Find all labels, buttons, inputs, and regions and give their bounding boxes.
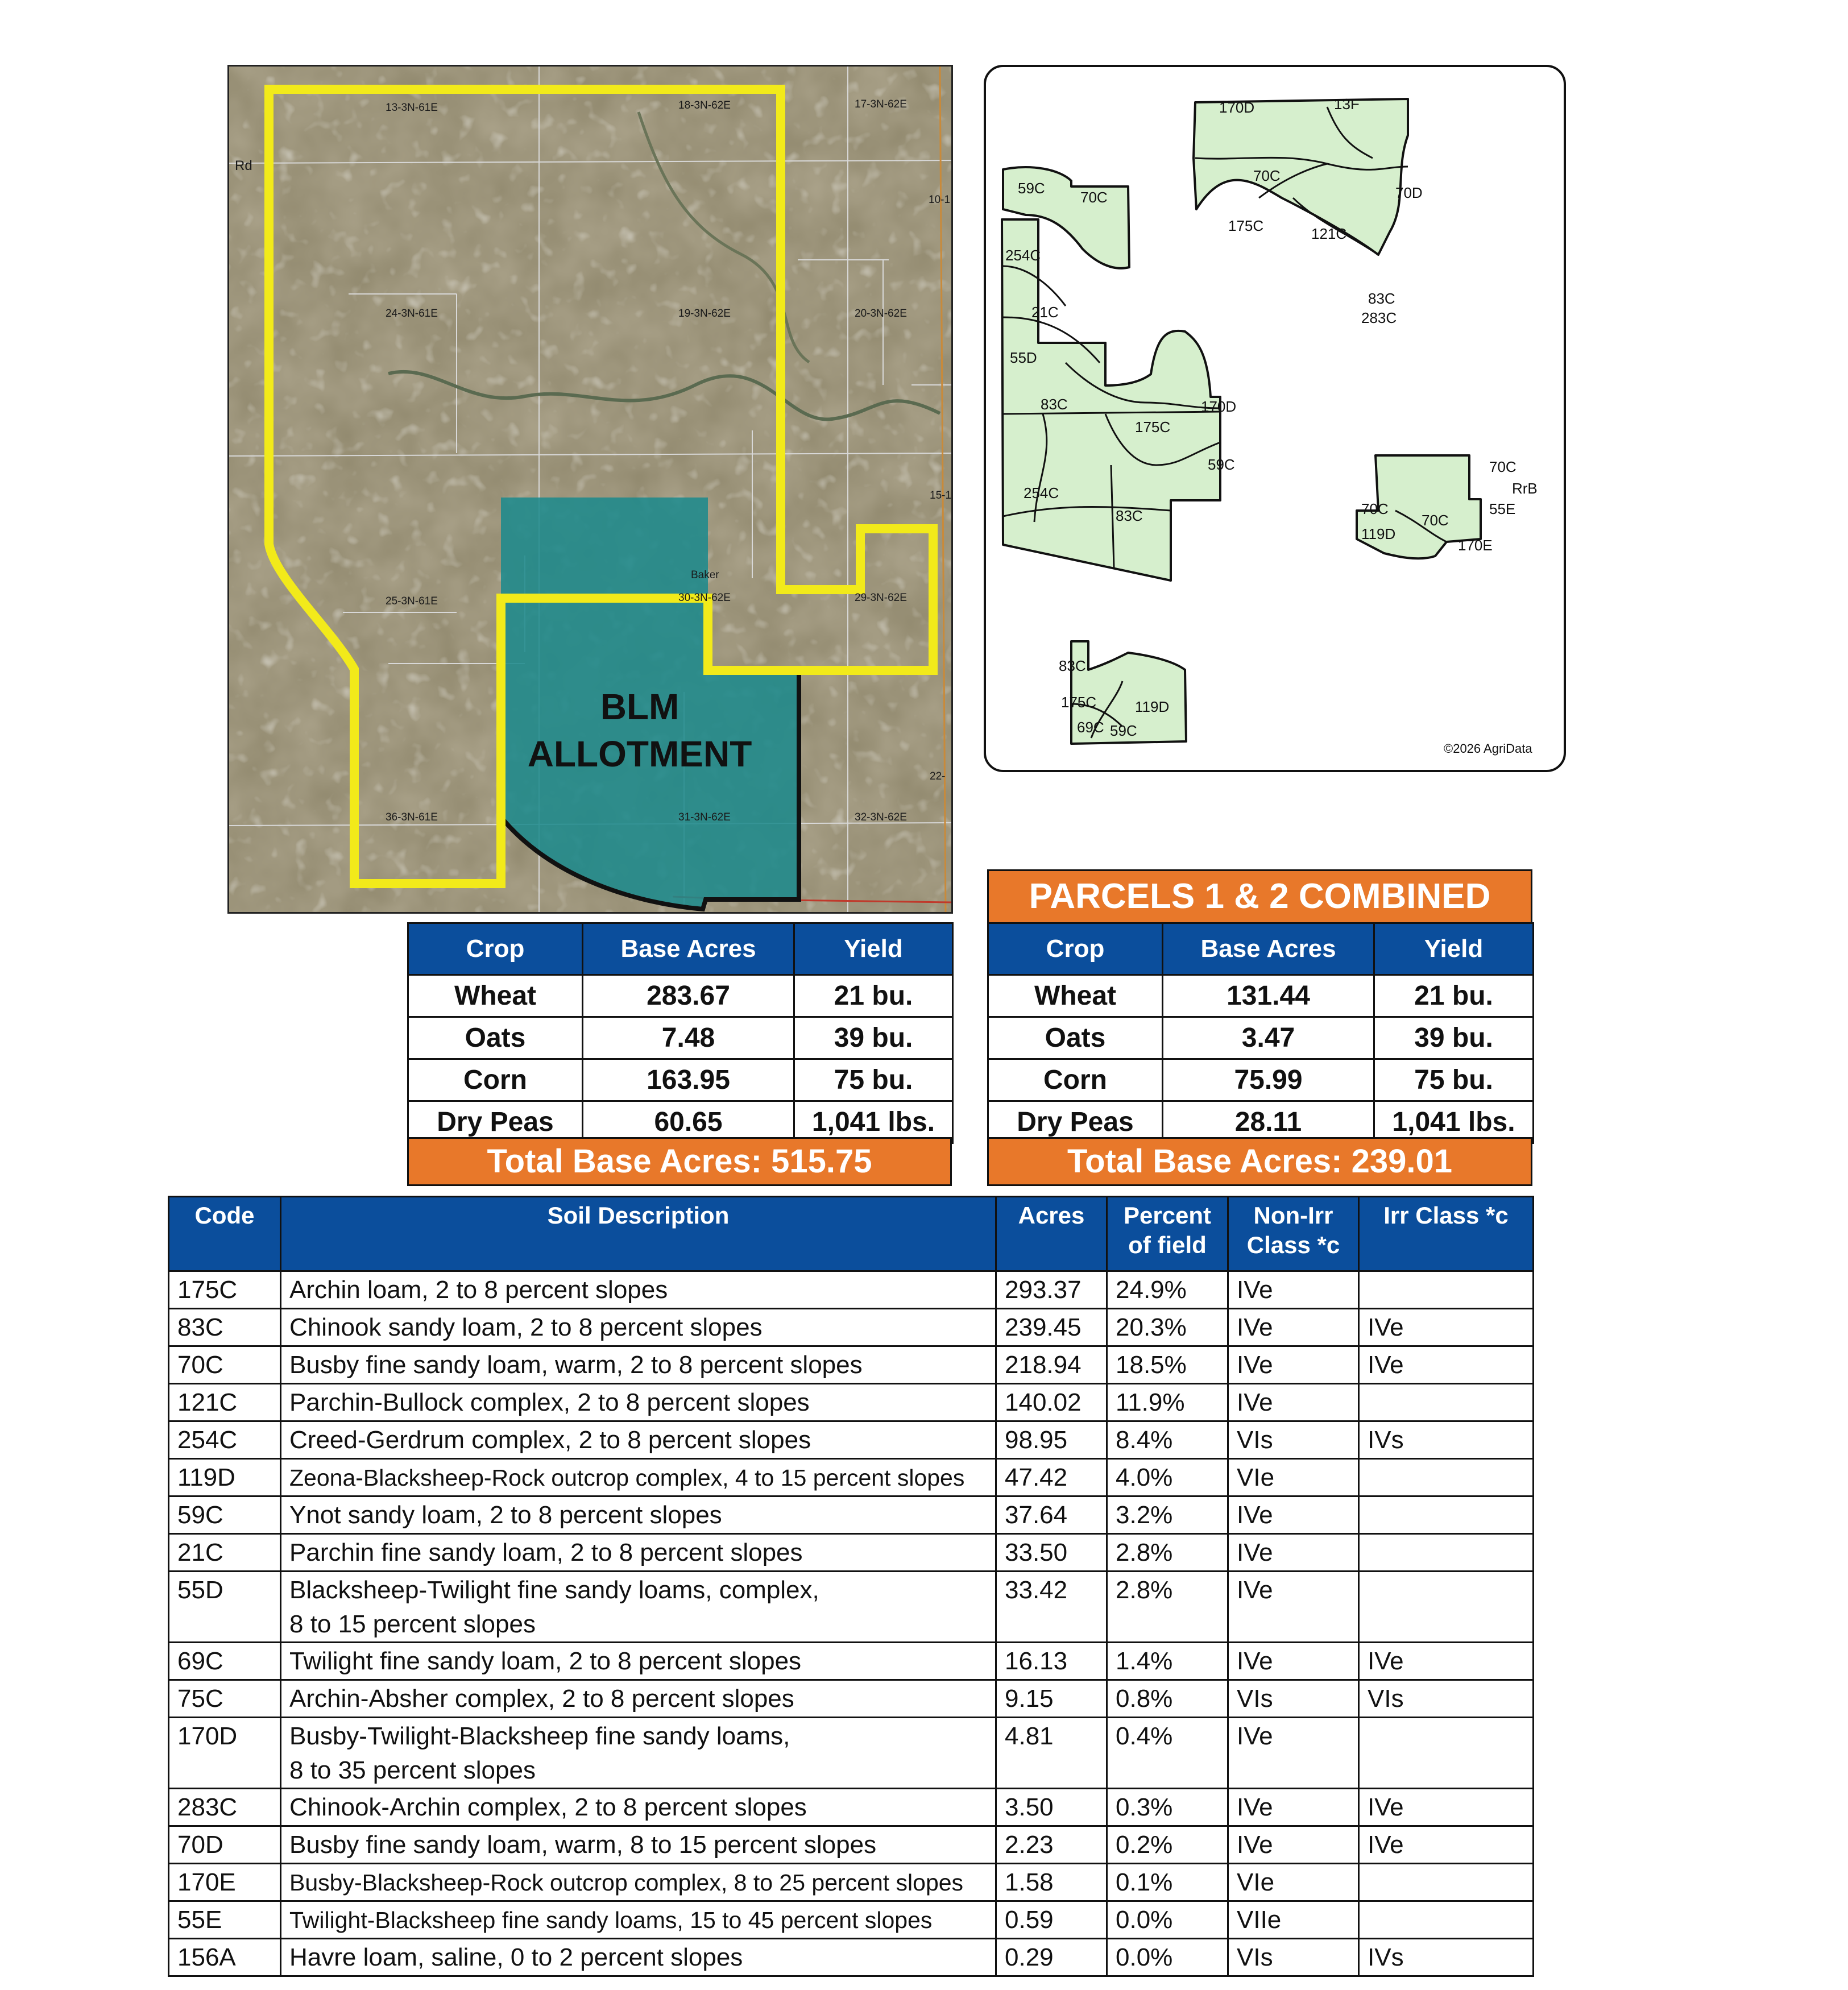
soil-description	[281, 1901, 996, 1939]
yield: 1,041 lbs.	[1374, 1101, 1534, 1143]
soil-label: 170D	[1201, 398, 1237, 415]
soil-percent: 2.8%	[1107, 1572, 1228, 1643]
table-row	[408, 1017, 953, 1059]
non-irr-class: IVe	[1228, 1718, 1359, 1789]
soil-description	[281, 1718, 996, 1789]
section-label: 36-3N-61E	[386, 811, 438, 823]
header-yield: Yield	[794, 923, 953, 975]
soil-description	[281, 1309, 996, 1346]
non-irr-class: VIe	[1228, 1864, 1359, 1901]
header-percent-of-field	[1107, 1197, 1228, 1271]
section-label: 17-3N-62E	[855, 98, 907, 110]
soil-description	[281, 1421, 996, 1459]
soil-map-svg	[986, 67, 1564, 770]
soil-code: 70C	[169, 1346, 281, 1384]
soil-description-line1: Parchin-Bullock complex, 2 to 8 percent slopes	[289, 1388, 810, 1416]
irr-class: IVe	[1359, 1789, 1534, 1826]
yield: 75 bu.	[794, 1059, 953, 1101]
soil-description-line2: 8 to 35 percent slopes	[289, 1756, 536, 1784]
header-percent-line2: of field	[1128, 1232, 1207, 1258]
soil-table	[168, 1196, 1534, 1977]
soil-label: 59C	[1208, 456, 1235, 473]
soil-label: 175C	[1061, 694, 1097, 711]
soil-description	[281, 1864, 996, 1901]
yield: 75 bu.	[1374, 1059, 1534, 1101]
crop-name: Oats	[408, 1017, 583, 1059]
soil-acres: 47.42	[996, 1459, 1107, 1496]
crop-name: Dry Peas	[988, 1101, 1163, 1143]
irr-class	[1359, 1901, 1534, 1939]
soil-label: 13F	[1334, 96, 1360, 113]
soil-description	[281, 1680, 996, 1718]
soil-label: 254C	[1005, 247, 1041, 264]
soil-percent: 0.2%	[1107, 1826, 1228, 1864]
soil-label: 175C	[1135, 418, 1171, 436]
soil-description-line1: Twilight fine sandy loam, 2 to 8 percent slopes	[289, 1647, 802, 1675]
header-crop: Crop	[408, 923, 583, 975]
crop-name: Wheat	[408, 975, 583, 1017]
soil-description-line1: Creed-Gerdrum complex, 2 to 8 percent slopes	[289, 1426, 811, 1454]
soil-acres: 33.50	[996, 1534, 1107, 1572]
section-label: 19-3N-62E	[678, 308, 731, 320]
soil-description-line1: Busby fine sandy loam, warm, 8 to 15 percent slopes	[289, 1831, 877, 1859]
soil-label: 83C	[1041, 396, 1068, 413]
section-label: 18-3N-62E	[678, 100, 731, 111]
table-row	[169, 1459, 1534, 1496]
table-row	[988, 975, 1534, 1017]
table-row	[169, 1384, 1534, 1421]
soil-description-line1: Ynot sandy loam, 2 to 8 percent slopes	[289, 1501, 722, 1529]
soil-acres: 239.45	[996, 1309, 1107, 1346]
soil-percent: 0.0%	[1107, 1939, 1228, 1976]
irr-class	[1359, 1271, 1534, 1309]
soil-percent: 8.4%	[1107, 1421, 1228, 1459]
soil-code: 55D	[169, 1572, 281, 1643]
soil-label: 55D	[1010, 349, 1037, 366]
total-base-acres-right: Total Base Acres: 239.01	[987, 1137, 1532, 1186]
soil-code: 75C	[169, 1680, 281, 1718]
crop-table-left	[407, 922, 954, 1144]
crop-name: Corn	[408, 1059, 583, 1101]
table-row	[988, 1017, 1534, 1059]
soil-table-body	[169, 1271, 1534, 1976]
non-irr-class: VIe	[1228, 1459, 1359, 1496]
soil-description-line1: Busby-Blacksheep-Rock outcrop complex, 8 to 25 percent slopes	[289, 1869, 964, 1896]
soil-description	[281, 1572, 996, 1643]
soil-label: 59C	[1018, 180, 1045, 197]
table-row	[169, 1901, 1534, 1939]
soil-percent: 3.2%	[1107, 1496, 1228, 1534]
soil-acres: 98.95	[996, 1421, 1107, 1459]
section-label: 24-3N-61E	[386, 308, 438, 320]
table-row	[169, 1826, 1534, 1864]
header-soil-description: Soil Description	[281, 1197, 996, 1271]
irr-class: IVs	[1359, 1421, 1534, 1459]
table-row	[169, 1346, 1534, 1384]
table-row	[169, 1864, 1534, 1901]
soil-label: 55E	[1489, 500, 1516, 517]
section-label: 25-3N-61E	[386, 595, 438, 607]
crop-name: Oats	[988, 1017, 1163, 1059]
soil-description	[281, 1789, 996, 1826]
soil-label: 70C	[1361, 500, 1389, 517]
soil-label: 70C	[1422, 512, 1449, 529]
header-irr-class: Irr Class *c	[1359, 1197, 1534, 1271]
soil-code: 170E	[169, 1864, 281, 1901]
soil-acres: 33.42	[996, 1572, 1107, 1643]
yield: 39 bu.	[1374, 1017, 1534, 1059]
blm-label-line1: BLM	[600, 686, 679, 727]
table-row	[169, 1789, 1534, 1826]
soil-percent: 0.8%	[1107, 1680, 1228, 1718]
soil-code: 170D	[169, 1718, 281, 1789]
table-row	[169, 1309, 1534, 1346]
crop-table-header	[988, 923, 1534, 975]
soil-table-header	[169, 1197, 1534, 1271]
non-irr-class: IVe	[1228, 1643, 1359, 1680]
soil-label: 83C	[1368, 290, 1395, 307]
header-crop: Crop	[988, 923, 1163, 975]
soil-description	[281, 1643, 996, 1680]
table-row	[408, 975, 953, 1017]
section-label: 10-1	[929, 194, 951, 206]
aerial-map	[227, 65, 953, 914]
soil-description	[281, 1826, 996, 1864]
non-irr-class: IVe	[1228, 1826, 1359, 1864]
soil-acres: 293.37	[996, 1271, 1107, 1309]
soil-code: 283C	[169, 1789, 281, 1826]
parcels-combined-title: PARCELS 1 & 2 COMBINED	[987, 869, 1532, 924]
non-irr-class: IVe	[1228, 1572, 1359, 1643]
table-row	[169, 1496, 1534, 1534]
soil-description-line1: Busby fine sandy loam, warm, 2 to 8 percent slopes	[289, 1351, 863, 1379]
table-row	[169, 1271, 1534, 1309]
soil-description	[281, 1271, 996, 1309]
irr-class	[1359, 1496, 1534, 1534]
soil-description	[281, 1939, 996, 1976]
soil-label: 121C	[1311, 225, 1347, 242]
irr-class: IVe	[1359, 1346, 1534, 1384]
soil-acres: 218.94	[996, 1346, 1107, 1384]
crop-table-header	[408, 923, 953, 975]
soil-acres: 2.23	[996, 1826, 1107, 1864]
header-acres: Acres	[996, 1197, 1107, 1271]
base-acres: 75.99	[1163, 1059, 1374, 1101]
soil-code: 55E	[169, 1901, 281, 1939]
header-base-acres: Base Acres	[1163, 923, 1374, 975]
road-label: Baker	[691, 569, 719, 581]
soil-code: 156A	[169, 1939, 281, 1976]
soil-label: 83C	[1059, 657, 1086, 674]
soil-acres: 3.50	[996, 1789, 1107, 1826]
table-row	[169, 1643, 1534, 1680]
section-label: 22-	[930, 770, 946, 782]
non-irr-class: IVe	[1228, 1309, 1359, 1346]
parcel-north-east	[1194, 99, 1408, 255]
base-acres: 3.47	[1163, 1017, 1374, 1059]
yield: 21 bu.	[1374, 975, 1534, 1017]
non-irr-class: VIs	[1228, 1421, 1359, 1459]
base-acres: 283.67	[583, 975, 794, 1017]
table-row	[169, 1680, 1534, 1718]
section-label: 13-3N-61E	[386, 102, 438, 114]
soil-label: 59C	[1110, 722, 1137, 739]
soil-description	[281, 1384, 996, 1421]
soil-label: RrB	[1512, 480, 1538, 497]
non-irr-class: IVe	[1228, 1496, 1359, 1534]
soil-acres: 140.02	[996, 1384, 1107, 1421]
soil-description-line2: 8 to 15 percent slopes	[289, 1610, 536, 1638]
table-row	[169, 1572, 1534, 1643]
soil-description	[281, 1534, 996, 1572]
soil-acres: 0.29	[996, 1939, 1107, 1976]
soil-code: 70D	[169, 1826, 281, 1864]
soil-description-line1: Parchin fine sandy loam, 2 to 8 percent slopes	[289, 1539, 803, 1566]
yield: 1,041 lbs.	[794, 1101, 953, 1143]
section-label: 29-3N-62E	[855, 592, 907, 604]
soil-code: 254C	[169, 1421, 281, 1459]
section-label: 30-3N-62E	[678, 592, 731, 604]
base-acres: 28.11	[1163, 1101, 1374, 1143]
soil-code: 83C	[169, 1309, 281, 1346]
soil-acres: 4.81	[996, 1718, 1107, 1789]
soil-acres: 37.64	[996, 1496, 1107, 1534]
parcel-west-main	[1002, 219, 1220, 581]
soil-percent: 1.4%	[1107, 1643, 1228, 1680]
crop-name: Wheat	[988, 975, 1163, 1017]
soil-description-line1: Chinook-Archin complex, 2 to 8 percent slopes	[289, 1793, 807, 1821]
header-nonirr-line1: Non-Irr	[1253, 1202, 1333, 1229]
non-irr-class: IVe	[1228, 1384, 1359, 1421]
header-code: Code	[169, 1197, 281, 1271]
irr-class	[1359, 1864, 1534, 1901]
irr-class: IVe	[1359, 1309, 1534, 1346]
header-nonirr-line2: Class *c	[1246, 1232, 1340, 1258]
irr-class: VIs	[1359, 1680, 1534, 1718]
aerial-map-svg	[229, 67, 951, 912]
base-acres: 60.65	[583, 1101, 794, 1143]
soil-percent: 24.9%	[1107, 1271, 1228, 1309]
soil-acres: 9.15	[996, 1680, 1107, 1718]
soil-percent: 0.4%	[1107, 1718, 1228, 1789]
soil-description-line1: Blacksheep-Twilight fine sandy loams, complex,	[289, 1576, 819, 1604]
soil-label: 170D	[1219, 99, 1255, 116]
irr-class	[1359, 1384, 1534, 1421]
soil-code: 119D	[169, 1459, 281, 1496]
soil-label: 21C	[1031, 304, 1059, 321]
base-acres: 131.44	[1163, 975, 1374, 1017]
soil-label: 70D	[1395, 184, 1423, 201]
soil-acres: 16.13	[996, 1643, 1107, 1680]
soil-percent: 18.5%	[1107, 1346, 1228, 1384]
soil-description-line1: Zeona-Blacksheep-Rock outcrop complex, 4 to 15 percent slopes	[289, 1465, 965, 1491]
soil-description-line1: Chinook sandy loam, 2 to 8 percent slopes	[289, 1313, 763, 1341]
header-base-acres: Base Acres	[583, 923, 794, 975]
base-acres: 7.48	[583, 1017, 794, 1059]
soil-label: 119D	[1135, 698, 1170, 715]
soil-label: 70C	[1253, 167, 1281, 184]
soil-percent: 0.3%	[1107, 1789, 1228, 1826]
soil-description-line1: Havre loam, saline, 0 to 2 percent slopes	[289, 1943, 743, 1971]
crop-table-right	[987, 922, 1534, 1144]
irr-class: IVe	[1359, 1826, 1534, 1864]
soil-percent: 11.9%	[1107, 1384, 1228, 1421]
soil-percent: 0.0%	[1107, 1901, 1228, 1939]
soil-code: 69C	[169, 1643, 281, 1680]
total-base-acres-left: Total Base Acres: 515.75	[407, 1137, 952, 1186]
soil-description-line1: Archin-Absher complex, 2 to 8 percent slopes	[289, 1685, 794, 1713]
irr-class: IVe	[1359, 1643, 1534, 1680]
non-irr-class: IVe	[1228, 1346, 1359, 1384]
non-irr-class: IVe	[1228, 1789, 1359, 1826]
soil-description	[281, 1459, 996, 1496]
header-yield: Yield	[1374, 923, 1534, 975]
table-row	[169, 1939, 1534, 1976]
soil-label: 70C	[1489, 458, 1516, 475]
soil-label: 83C	[1116, 507, 1143, 524]
crop-name: Corn	[988, 1059, 1163, 1101]
section-label: 31-3N-62E	[678, 811, 731, 823]
soil-percent: 20.3%	[1107, 1309, 1228, 1346]
irr-class	[1359, 1459, 1534, 1496]
soil-description-line1: Busby-Twilight-Blacksheep fine sandy loams,	[289, 1722, 790, 1750]
non-irr-class: IVe	[1228, 1271, 1359, 1309]
table-row	[169, 1718, 1534, 1789]
soil-label: 254C	[1024, 484, 1059, 501]
soil-description	[281, 1346, 996, 1384]
header-percent-line1: Percent	[1123, 1202, 1212, 1229]
soil-code: 175C	[169, 1271, 281, 1309]
header-non-irr-class	[1228, 1197, 1359, 1271]
soil-description-line1: Archin loam, 2 to 8 percent slopes	[289, 1276, 668, 1304]
soil-label: 170E	[1458, 537, 1493, 554]
yield: 21 bu.	[794, 975, 953, 1017]
copyright: ©2026 AgriData	[1444, 741, 1532, 756]
non-irr-class: VIs	[1228, 1680, 1359, 1718]
table-row	[408, 1059, 953, 1101]
non-irr-class: IVe	[1228, 1534, 1359, 1572]
crop-name: Dry Peas	[408, 1101, 583, 1143]
yield: 39 bu.	[794, 1017, 953, 1059]
soil-code: 21C	[169, 1534, 281, 1572]
irr-class	[1359, 1572, 1534, 1643]
irr-class: IVs	[1359, 1939, 1534, 1976]
soil-percent: 0.1%	[1107, 1864, 1228, 1901]
soil-label: 119D	[1361, 525, 1396, 542]
non-irr-class: VIs	[1228, 1939, 1359, 1976]
soil-code: 59C	[169, 1496, 281, 1534]
road-label: Rd	[235, 158, 252, 173]
soil-description-line1: Twilight-Blacksheep fine sandy loams, 15 to 45 percent slopes	[289, 1907, 933, 1933]
soil-percent: 4.0%	[1107, 1459, 1228, 1496]
table-row	[169, 1534, 1534, 1572]
soil-label: 70C	[1080, 189, 1108, 206]
soil-label: 175C	[1228, 217, 1264, 234]
irr-class	[1359, 1534, 1534, 1572]
soil-label: 283C	[1361, 309, 1397, 326]
non-irr-class: VIIe	[1228, 1901, 1359, 1939]
soil-acres: 1.58	[996, 1864, 1107, 1901]
soil-code: 121C	[169, 1384, 281, 1421]
blm-label-line2: ALLOTMENT	[527, 733, 752, 774]
irr-class	[1359, 1718, 1534, 1789]
soil-percent: 2.8%	[1107, 1534, 1228, 1572]
base-acres: 163.95	[583, 1059, 794, 1101]
table-row	[988, 1059, 1534, 1101]
table-row	[169, 1421, 1534, 1459]
soil-label: 69C	[1077, 719, 1104, 736]
section-label: 15-1	[930, 490, 951, 501]
soil-map	[984, 65, 1566, 772]
soil-acres: 0.59	[996, 1901, 1107, 1939]
soil-description	[281, 1496, 996, 1534]
section-label: 32-3N-62E	[855, 811, 907, 823]
section-label: 20-3N-62E	[855, 308, 907, 320]
